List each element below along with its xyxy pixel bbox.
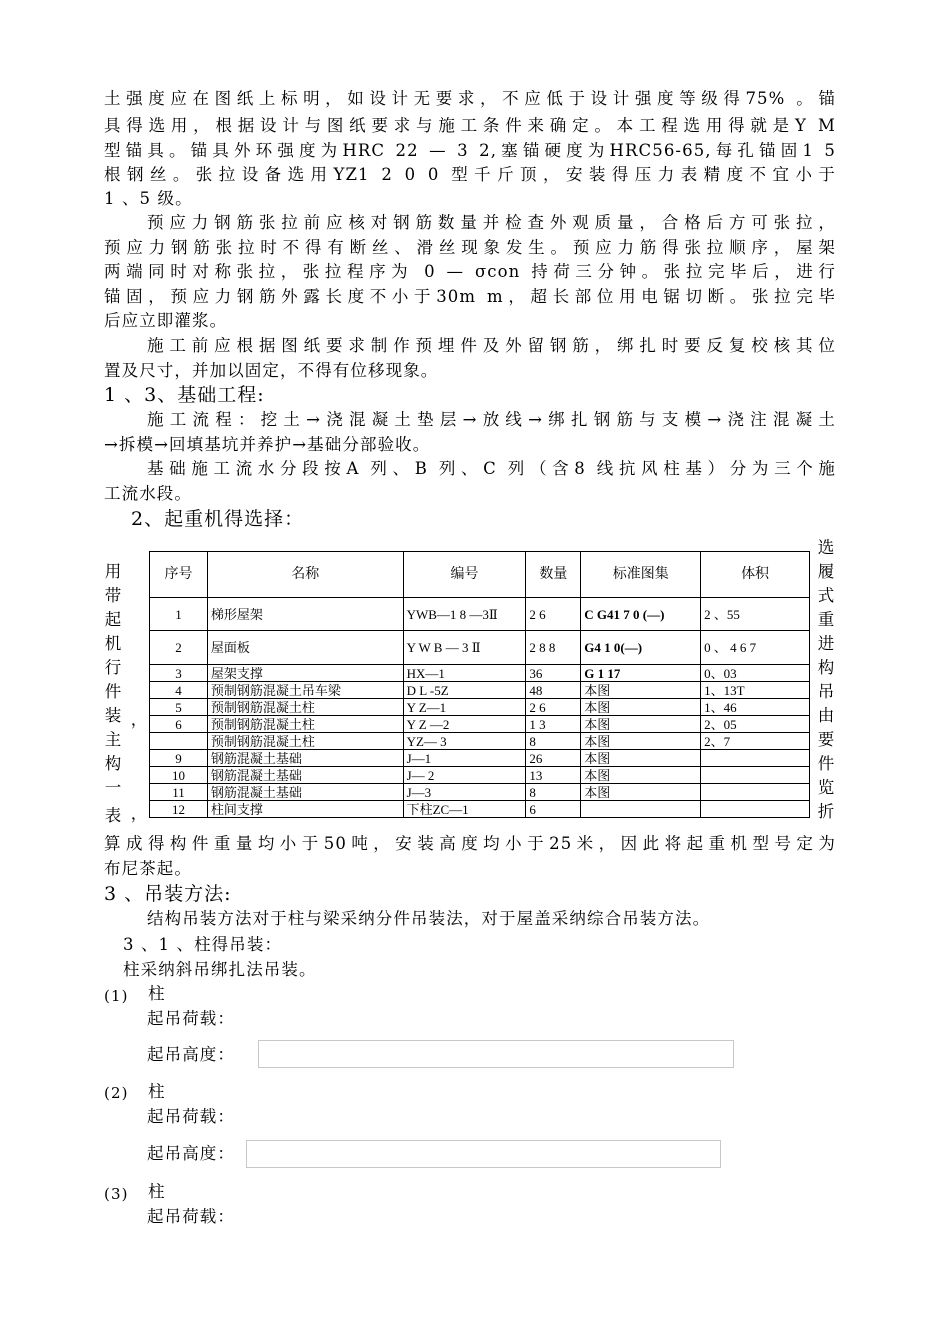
right-vchar: 进 bbox=[817, 634, 835, 653]
right-vchar: 选 bbox=[817, 538, 835, 557]
right-vchar: 构 bbox=[817, 658, 835, 677]
left-vchar: 一 bbox=[104, 778, 122, 797]
para4-line-2: →拆模→回填基坑并养护→基础分部验收。 bbox=[104, 435, 431, 454]
para2-line-1: 预应力钢筋张拉前应核对钢筋数量并检查外观质量，合格后方可张拉， bbox=[147, 213, 836, 232]
header-cell: 数量 bbox=[526, 552, 581, 598]
component-table bbox=[149, 551, 810, 818]
header-cell: 标准图集 bbox=[581, 552, 701, 598]
right-vchar: 件 bbox=[817, 754, 835, 773]
table-cell: 预制钢筋混凝土柱 bbox=[207, 699, 403, 716]
table-cell: 48 bbox=[526, 682, 581, 699]
table-cell: 2 6 bbox=[526, 598, 581, 631]
item-1-title: 柱 bbox=[148, 984, 166, 1003]
table-row bbox=[150, 598, 810, 631]
table-cell: 2、7 bbox=[701, 733, 810, 750]
table-cell: J—3 bbox=[403, 784, 526, 801]
table-cell: J—1 bbox=[403, 750, 526, 767]
section-heading-2: 2、起重机得选择： bbox=[131, 508, 305, 530]
table-cell: 梯形屋架 bbox=[207, 598, 403, 631]
para1-line-4: 根钢丝。张拉设备选用YZ1 2 0 0 型千斤顶，安装得压力表精度不宜小于 bbox=[104, 165, 836, 184]
item-1-height-field bbox=[258, 1040, 734, 1068]
right-vchar: 要 bbox=[817, 730, 835, 749]
left-vchar: 机 bbox=[104, 634, 122, 653]
item-1-load-label: 起吊荷载： bbox=[147, 1009, 235, 1028]
para3-line-1: 施工前应根据图纸要求制作预埋件及外留钢筋，绑扎时要反复校核其位 bbox=[147, 336, 836, 355]
table-cell: 6 bbox=[526, 801, 581, 818]
section-heading-3-1: 3 、1 、柱得吊装： bbox=[123, 935, 283, 954]
table-cell: 4 bbox=[150, 682, 208, 699]
para6-line-1: 算成得构件重量均小于50吨，安装高度均小于25米，因此将起重机型号定为 bbox=[104, 834, 836, 853]
para5-line-1: 基础施工流水分段按A 列、B 列、C 列（含8 线抗风柱基）分为三个施 bbox=[147, 459, 836, 478]
table-cell: Y Z —2 bbox=[403, 716, 526, 733]
table-row bbox=[150, 631, 810, 665]
table-row bbox=[150, 784, 810, 801]
table-cell: 8 bbox=[526, 733, 581, 750]
header-cell: 编号 bbox=[403, 552, 526, 598]
item-2-height-field bbox=[246, 1140, 721, 1168]
header-cell: 序号 bbox=[150, 552, 208, 598]
table-cell: Y Z—1 bbox=[403, 699, 526, 716]
table-cell: 2 6 bbox=[526, 699, 581, 716]
item-2-height-label: 起吊高度： bbox=[147, 1144, 235, 1163]
para2-line-2: 预应力钢筋张拉时不得有断丝、滑丝现象发生。预应力筋得张拉顺序，屋架 bbox=[104, 238, 836, 257]
table-cell: 1 3 bbox=[526, 716, 581, 733]
table-cell: 26 bbox=[526, 750, 581, 767]
table-cell: 36 bbox=[526, 665, 581, 682]
item-2-load-label: 起吊荷载： bbox=[147, 1107, 235, 1126]
right-vchar: 由 bbox=[817, 706, 835, 725]
table-cell: 5 bbox=[150, 699, 208, 716]
para8: 柱采纳斜吊绑扎法吊装。 bbox=[123, 960, 317, 979]
item-2-number: (2) bbox=[104, 1084, 129, 1102]
para6-line-2: 布尼茶起。 bbox=[104, 859, 192, 878]
table-cell: 12 bbox=[150, 801, 208, 818]
para1-line-1: 土强度应在图纸上标明，如设计无要求，不应低于设计强度等级得75% 。锚 bbox=[104, 89, 836, 108]
table-cell: 10 bbox=[150, 767, 208, 784]
table-cell: 2 8 8 bbox=[526, 631, 581, 665]
para3-line-2: 置及尺寸，并加以固定，不得有位移现象。 bbox=[104, 361, 439, 380]
para1-line-5: 1 、5 级。 bbox=[104, 189, 193, 208]
left-vchar: 表 bbox=[104, 806, 122, 825]
left-vchar: ， bbox=[130, 804, 148, 823]
table-cell: 钢筋混凝土基础 bbox=[207, 784, 403, 801]
table-cell: 8 bbox=[526, 784, 581, 801]
table-cell: 6 bbox=[150, 716, 208, 733]
table-cell bbox=[701, 750, 810, 767]
table-row bbox=[150, 682, 810, 699]
table-cell: G4 1 0(—) bbox=[581, 631, 701, 665]
table-cell bbox=[150, 733, 208, 750]
right-vchar: 重 bbox=[817, 610, 835, 629]
para2-line-5: 后应立即灌浆。 bbox=[104, 311, 228, 330]
table-cell: 钢筋混凝土基础 bbox=[207, 767, 403, 784]
item-1-height-label: 起吊高度： bbox=[147, 1045, 235, 1064]
right-vchar: 折 bbox=[817, 802, 835, 821]
right-vchar: 式 bbox=[817, 586, 835, 605]
right-vchar: 履 bbox=[817, 562, 835, 581]
item-3-number: (3) bbox=[104, 1185, 129, 1203]
right-vchar: 吊 bbox=[817, 682, 835, 701]
table-cell: 柱间支撑 bbox=[207, 801, 403, 818]
table-row bbox=[150, 699, 810, 716]
table-cell: C G41 7 0 (—) bbox=[581, 598, 701, 631]
table-cell: 2、05 bbox=[701, 716, 810, 733]
right-vertical-text bbox=[815, 534, 837, 834]
table-cell: 3 bbox=[150, 665, 208, 682]
table-cell: 屋架支撑 bbox=[207, 665, 403, 682]
table-cell: 9 bbox=[150, 750, 208, 767]
table-cell bbox=[701, 767, 810, 784]
table-row bbox=[150, 767, 810, 784]
para2-line-4: 锚固，预应力钢筋外露长度不小于30m m，超长部位用电锯切断。张拉完毕 bbox=[104, 287, 836, 306]
section-heading-1-3: 1 、3、基础工程: bbox=[104, 384, 265, 406]
table-cell: 13 bbox=[526, 767, 581, 784]
table-cell: G 1 17 bbox=[581, 665, 701, 682]
left-vchar: 构 bbox=[104, 754, 122, 773]
right-vchar: 览 bbox=[817, 778, 835, 797]
table-cell: 本图 bbox=[581, 733, 701, 750]
item-1-number: (1) bbox=[104, 987, 129, 1005]
left-vchar: 件 bbox=[104, 682, 122, 701]
para2-line-3: 两端同时对称张拉，张拉程序为 0 — σcon 持荷三分钟。张拉完毕后，进行 bbox=[104, 262, 836, 281]
table-cell: 1 bbox=[150, 598, 208, 631]
left-vchar: 用 bbox=[104, 562, 122, 581]
table-row bbox=[150, 733, 810, 750]
table-cell: 本图 bbox=[581, 682, 701, 699]
item-3-title: 柱 bbox=[148, 1182, 166, 1201]
left-vchar: 带 bbox=[104, 586, 122, 605]
para1-line-2: 具得选用，根据设计与图纸要求与施工条件来确定。本工程选用得就是Y M bbox=[104, 116, 836, 135]
table-cell: 预制钢筋混凝土柱 bbox=[207, 733, 403, 750]
table-cell bbox=[581, 801, 701, 818]
table-row bbox=[150, 716, 810, 733]
table-cell: 本图 bbox=[581, 699, 701, 716]
table-cell: YZ— 3 bbox=[403, 733, 526, 750]
left-vchar: 行 bbox=[104, 658, 122, 677]
table-header-row bbox=[150, 552, 810, 598]
left-vchar: 起 bbox=[104, 610, 122, 629]
left-vertical-text bbox=[102, 558, 148, 828]
table-cell: 0 、 4 6 7 bbox=[701, 631, 810, 665]
table-cell: 11 bbox=[150, 784, 208, 801]
header-cell: 名称 bbox=[207, 552, 403, 598]
table-cell: D L -5Z bbox=[403, 682, 526, 699]
table-cell: 屋面板 bbox=[207, 631, 403, 665]
table-cell bbox=[701, 784, 810, 801]
table-cell: 0、03 bbox=[701, 665, 810, 682]
table-cell: YWB—1 8 —3Ⅱ bbox=[403, 598, 526, 631]
table-cell: 本图 bbox=[581, 784, 701, 801]
table-cell: 2 bbox=[150, 631, 208, 665]
para1-line-3: 型锚具。锚具外环强度为HRC 22 — 3 2,塞锚硬度为HRC56-65,每孔锚固1 5 bbox=[104, 141, 836, 160]
table-cell: 2 、55 bbox=[701, 598, 810, 631]
table-cell: 1、46 bbox=[701, 699, 810, 716]
left-vchar: 装 bbox=[104, 706, 122, 725]
table-cell: 1、13T bbox=[701, 682, 810, 699]
para5-line-2: 工流水段。 bbox=[104, 484, 192, 503]
header-cell: 体积 bbox=[701, 552, 810, 598]
table-cell: Y W B — 3 Ⅱ bbox=[403, 631, 526, 665]
table-row bbox=[150, 750, 810, 767]
table-cell: HX—1 bbox=[403, 665, 526, 682]
left-vchar: 主 bbox=[104, 730, 122, 749]
para7: 结构吊装方法对于柱与梁采纳分件吊装法，对于屋盖采纳综合吊装方法。 bbox=[147, 909, 711, 928]
table-row bbox=[150, 801, 810, 818]
para4-line-1: 施工流程：挖土→浇混凝土垫层→放线→绑扎钢筋与支模→浇注混凝土 bbox=[147, 410, 836, 429]
table-cell: 本图 bbox=[581, 750, 701, 767]
table-row bbox=[150, 665, 810, 682]
left-vchar: ， bbox=[130, 710, 148, 729]
table-cell: 本图 bbox=[581, 767, 701, 784]
table-cell: 下柱ZC—1 bbox=[403, 801, 526, 818]
table-cell: 预制钢筋混凝土吊车梁 bbox=[207, 682, 403, 699]
item-3-load-label: 起吊荷载： bbox=[147, 1207, 235, 1226]
item-2-title: 柱 bbox=[148, 1082, 166, 1101]
table-cell: 预制钢筋混凝土柱 bbox=[207, 716, 403, 733]
table-cell: 钢筋混凝土基础 bbox=[207, 750, 403, 767]
section-heading-3: 3 、吊装方法: bbox=[104, 883, 232, 905]
table-cell: J— 2 bbox=[403, 767, 526, 784]
table-cell bbox=[701, 801, 810, 818]
table-cell: 本图 bbox=[581, 716, 701, 733]
